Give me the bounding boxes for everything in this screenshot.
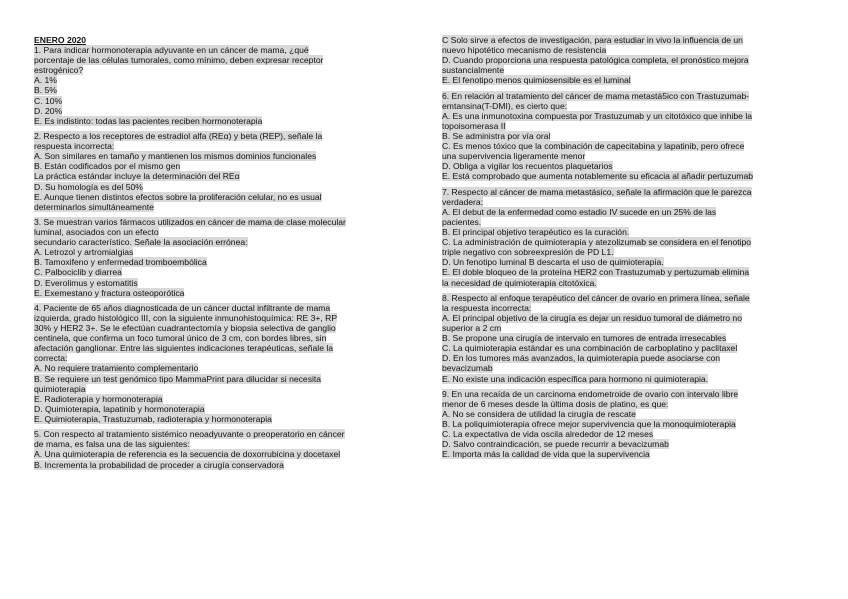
question-line: luminal, asociados con un efecto (34, 227, 159, 238)
question-line: B. Están codificados por el mismo gen (34, 161, 181, 172)
question-line-wrapper (442, 121, 817, 131)
question-line: B. Se requiere un test genómico tipo MammaPrint para dilucidar si necesita (34, 373, 322, 384)
question-block-1 (34, 45, 409, 126)
question-line: 9. En una recaída de un carcinoma endometroide de ovario con intervalo libre (442, 388, 739, 399)
question-line-wrapper (34, 65, 409, 75)
question-line-wrapper (442, 237, 817, 247)
question-line: menor de 6 meses desde la última dosis de platino, es que: (442, 398, 669, 409)
question-line: A. El debut de la enfermedad como estadio IV sucede en un 25% de las (442, 206, 717, 217)
question-line: La práctica estándar incluye la determinación del REα (34, 171, 240, 182)
question-line: B. Se administra por vía oral (442, 131, 551, 142)
question-line-wrapper (442, 267, 817, 277)
question-line-wrapper (34, 131, 409, 141)
question-line: E. Radioterapia y hormonoterapia (34, 393, 163, 404)
question-line-wrapper (442, 227, 817, 237)
question-line: C. 10% (34, 95, 63, 106)
question-line-wrapper (34, 313, 409, 323)
question-line-wrapper (34, 303, 409, 313)
question-line-wrapper (34, 192, 409, 202)
question-line-wrapper (442, 91, 817, 101)
question-line-wrapper (442, 187, 817, 197)
question-block-5 (34, 429, 409, 469)
question-line: secundario característico. Señale la asociación errónea: (34, 237, 248, 248)
question-line: B. Se propone una cirugía de intervalo en tumores de entrada irresecables (442, 333, 727, 344)
question-line: E. El fenotipo menos quimiosensible es el luminal (442, 75, 631, 86)
question-line: la respuesta incorrecta: (442, 302, 532, 313)
question-line-wrapper (34, 182, 409, 192)
question-line-wrapper (34, 333, 409, 343)
question-line: A. No se considera de utilidad la cirugía de rescate (442, 409, 636, 420)
question-line-wrapper (442, 111, 817, 121)
question-line: E. Exemestano y fractura osteoporótica (34, 287, 185, 298)
question-line: izquierda, grado histológico III, con la siguiente inmunohistoquímica: RE 3+, RP (34, 313, 338, 323)
question-line-wrapper (34, 96, 409, 106)
question-line-wrapper (442, 303, 817, 313)
question-line: C Solo sirve a efectos de investigación, para estudiar in vivo la influencia de un (442, 35, 743, 45)
question-line: afectación ganglionar. Entre las siguientes indicaciones terapéuticas, señale la (34, 343, 334, 354)
question-line-wrapper (34, 85, 409, 95)
question-line: A. 1% (34, 75, 57, 86)
question-line: C. La administración de quimioterapia y atezolizumab se considera en el fenotipo (442, 237, 752, 248)
question-line-wrapper (442, 197, 817, 207)
question-line: D. Su homología es del 50% (34, 181, 143, 192)
question-line: 8. Respecto al enfoque terapéutico del cáncer de ovario en primera línea, señale (442, 292, 750, 303)
question-line-wrapper (442, 171, 817, 181)
question-line-wrapper (442, 101, 817, 111)
question-line: 30% y HER2 3+. Se le efectúan cuadrantectomía y biopsia selectiva de ganglio (34, 323, 336, 334)
question-line-wrapper (442, 161, 817, 171)
question-line: A. Es una inmunotoxina compuesta por Trastuzumab y un citotóxico que inhibe la (442, 110, 753, 121)
question-line-wrapper (34, 202, 409, 212)
question-line: determinarlos simultáneamente (34, 201, 154, 212)
question-block-3 (34, 217, 409, 298)
question-line: una supervivencia ligeramente menor (442, 151, 586, 162)
question-line: D. Salvo contraindicación, se puede recurrir a bevacizumab (442, 439, 669, 450)
question-line-wrapper (442, 45, 817, 55)
question-line-wrapper (34, 278, 409, 288)
question-line: D. En los tumores más avanzados, la quimioterapia puede asociarse con (442, 353, 721, 364)
question-line-wrapper (442, 141, 817, 151)
question-line: pacientes. (442, 216, 482, 227)
question-line: E. Importa más la calidad de vida que la supervivencia (442, 449, 650, 460)
question-line: 7. Respecto al cáncer de mama metastásico, señale la afirmación que le parezca (442, 186, 752, 197)
question-line-wrapper (34, 460, 409, 470)
question-line-wrapper (34, 106, 409, 116)
question-line-wrapper (442, 278, 817, 288)
question-line-wrapper (442, 429, 817, 439)
question-line-wrapper (34, 394, 409, 404)
question-line-wrapper (34, 217, 409, 227)
question-line: bevacizumab (442, 363, 493, 374)
question-line: topoisomerasa II (442, 120, 506, 131)
question-line: C. La quimioterapia estándar es una combinación de carboplatino y paclitaxel (442, 343, 738, 354)
question-line: B. La poliquimioterapia ofrece mejor supervivencia que la monoquimioterapia (442, 419, 736, 430)
question-line-wrapper (34, 449, 409, 459)
question-line: superior a 2 cm (442, 323, 502, 334)
question-line-wrapper (442, 35, 817, 45)
question-line: E. El doble bloqueo de la proteína HER2 con Trastuzumab y pertuzumab elimina (442, 267, 750, 278)
question-line-wrapper (442, 333, 817, 343)
question-line-wrapper (442, 217, 817, 227)
question-line: A. El principal objetivo de la cirugía es dejar un residuo tumoral de diámetro no (442, 313, 742, 323)
question-line: D. Everolimus y estomatitis (34, 277, 138, 288)
question-line-wrapper (442, 399, 817, 409)
question-line-wrapper (442, 313, 817, 323)
question-line: nuevo hipotético mecanismo de resistencia (442, 45, 607, 56)
question-line-wrapper (34, 374, 409, 384)
question-line-wrapper (442, 343, 817, 353)
question-line: A. Letrozol y artromialgias (34, 247, 134, 258)
question-line-wrapper (442, 449, 817, 459)
question-line-wrapper (34, 171, 409, 181)
question-line-wrapper (34, 161, 409, 171)
question-line: A. Una quimioterapia de referencia es la secuencia de doxorrubicina y docetaxel (34, 449, 341, 460)
question-line-wrapper (34, 227, 409, 237)
question-line: triple negativo con sobreexpresión de PD L1. (442, 247, 614, 258)
question-line: D. Un fenotipo luminal B descarta el uso de quimioterapia. (442, 257, 664, 268)
question-line-wrapper (34, 45, 409, 55)
question-line-wrapper (34, 257, 409, 267)
question-line-wrapper (442, 439, 817, 449)
question-line-wrapper (34, 429, 409, 439)
question-line: la necesidad de quimioterapia citotóxica. (442, 277, 597, 288)
question-block-9 (442, 293, 817, 384)
question-line-wrapper (442, 409, 817, 419)
question-line-wrapper (34, 141, 409, 151)
question-line-wrapper (34, 55, 409, 65)
question-line: E. Está comprobado que aumenta notablemente su eficacia al añadir pertuzumab (442, 171, 753, 182)
question-block-2 (34, 131, 409, 212)
question-line-wrapper (442, 323, 817, 333)
question-line-wrapper (34, 288, 409, 298)
question-line-wrapper (34, 414, 409, 424)
question-line: verdadera: (442, 196, 484, 207)
question-line: A. Son similares en tamaño y mantienen los mismos dominios funcionales (34, 151, 317, 162)
question-line: sustancialmente (442, 65, 505, 76)
question-block-4 (34, 303, 409, 424)
question-line-wrapper (442, 257, 817, 267)
question-line: 2. Respecto a los receptores de estradiol alfa (REα) y beta (REP), señale la (34, 131, 323, 142)
question-line-wrapper (442, 247, 817, 257)
question-line: D. Obliga a vigilar los recuentos plaquetarios (442, 161, 613, 172)
question-line-wrapper (442, 207, 817, 217)
question-line-wrapper (34, 363, 409, 373)
question-line-wrapper (442, 374, 817, 384)
question-line-wrapper (442, 293, 817, 303)
question-line: B. Incrementa la probabilidad de proceder a cirugía conservadora (34, 459, 284, 470)
question-line: 3. Se muestran varios fármacos utilizados en cáncer de mama de clase molecular (34, 216, 346, 227)
question-line-wrapper (34, 116, 409, 126)
question-line-wrapper (442, 389, 817, 399)
question-line: 1. Para indicar hormonoterapia adyuvante en un cáncer de mama, ¿qué (34, 45, 309, 56)
question-line-wrapper (34, 384, 409, 394)
question-line: C. Palbociclib y diarrea (34, 267, 122, 278)
question-line-wrapper (34, 267, 409, 277)
question-line: D. Cuando proporciona una respuesta patológica completa, el pronóstico mejora (442, 55, 749, 66)
question-line-wrapper (34, 439, 409, 449)
question-line: correcta: (34, 353, 68, 364)
document-title: ENERO 2020 (34, 35, 87, 45)
question-block-7 (442, 91, 817, 182)
question-line: E. Quimioterapia, Trastuzumab, radioterapia y hormonoterapia (34, 413, 272, 424)
question-line: D. 20% (34, 105, 63, 116)
question-block-10 (442, 389, 817, 460)
question-line-wrapper (34, 343, 409, 353)
question-line: E. No existe una indicación específica para hormono ni quimioterapia. (442, 373, 709, 384)
question-line: estrogénico? (34, 65, 84, 76)
question-line: A. No requiere tratamiento complementario (34, 363, 199, 374)
question-line: B. 5% (34, 85, 57, 96)
question-line: de mama, es falsa una de las siguientes: (34, 439, 190, 450)
right-column (442, 35, 817, 465)
question-line: quimioterapia (34, 383, 86, 394)
question-line: respuesta incorrecta: (34, 141, 115, 152)
question-line-wrapper (34, 323, 409, 333)
question-line-wrapper (442, 55, 817, 65)
question-line: C. La expectativa de vida oscila alrededor de 12 meses (442, 429, 654, 440)
question-line-wrapper (442, 65, 817, 75)
question-line-wrapper (442, 151, 817, 161)
question-line-wrapper (34, 247, 409, 257)
question-line: B. Tamoxifeno y enfermedad tromboembólica (34, 257, 207, 268)
question-line: 6. En relación al tratamiento del cáncer de mama metastá5ico con Trastuzumab- (442, 90, 750, 101)
question-line: C. Es menos tóxico que la combinación de capecitabina y lapatinib, pero ofrece (442, 141, 745, 152)
question-line: emtansina(T-DMI), es cierto que: (442, 100, 568, 111)
question-line-wrapper (34, 353, 409, 363)
question-line-wrapper (442, 131, 817, 141)
question-line-wrapper (34, 237, 409, 247)
question-block-8 (442, 187, 817, 288)
question-block-6 (442, 35, 817, 85)
question-line-wrapper (442, 353, 817, 363)
question-line-wrapper (34, 75, 409, 85)
question-line-wrapper (34, 151, 409, 161)
question-line-wrapper (34, 404, 409, 414)
question-line: 5. Con respecto al tratamiento sistémico neoadyuvante o preoperatorio en cáncer (34, 429, 345, 440)
question-line: B. El principal objetivo terapéutico es la curación. (442, 227, 630, 238)
question-line: D. Quimioterapia, lapatinib y hormonoterapia (34, 403, 205, 414)
question-line-wrapper (442, 363, 817, 373)
question-line: E. Aunque tienen distintos efectos sobre la proliferación celular, no es usual (34, 191, 322, 202)
left-column (34, 35, 409, 475)
question-line: 4. Paciente de 65 años diagnosticada de un cáncer ductal infiltrante de mama (34, 302, 331, 313)
question-line-wrapper (442, 419, 817, 429)
question-line: centinela, que confirma un foco tumoral único de 3 cm, con bordes libres, sin (34, 333, 327, 344)
question-line-wrapper (442, 75, 817, 85)
question-line: porcentaje de las células tumorales, como mínimo, deben expresar receptor (34, 55, 324, 66)
question-line: E. Es indistinto: todas las pacientes reciben hormonoterapia (34, 115, 263, 126)
